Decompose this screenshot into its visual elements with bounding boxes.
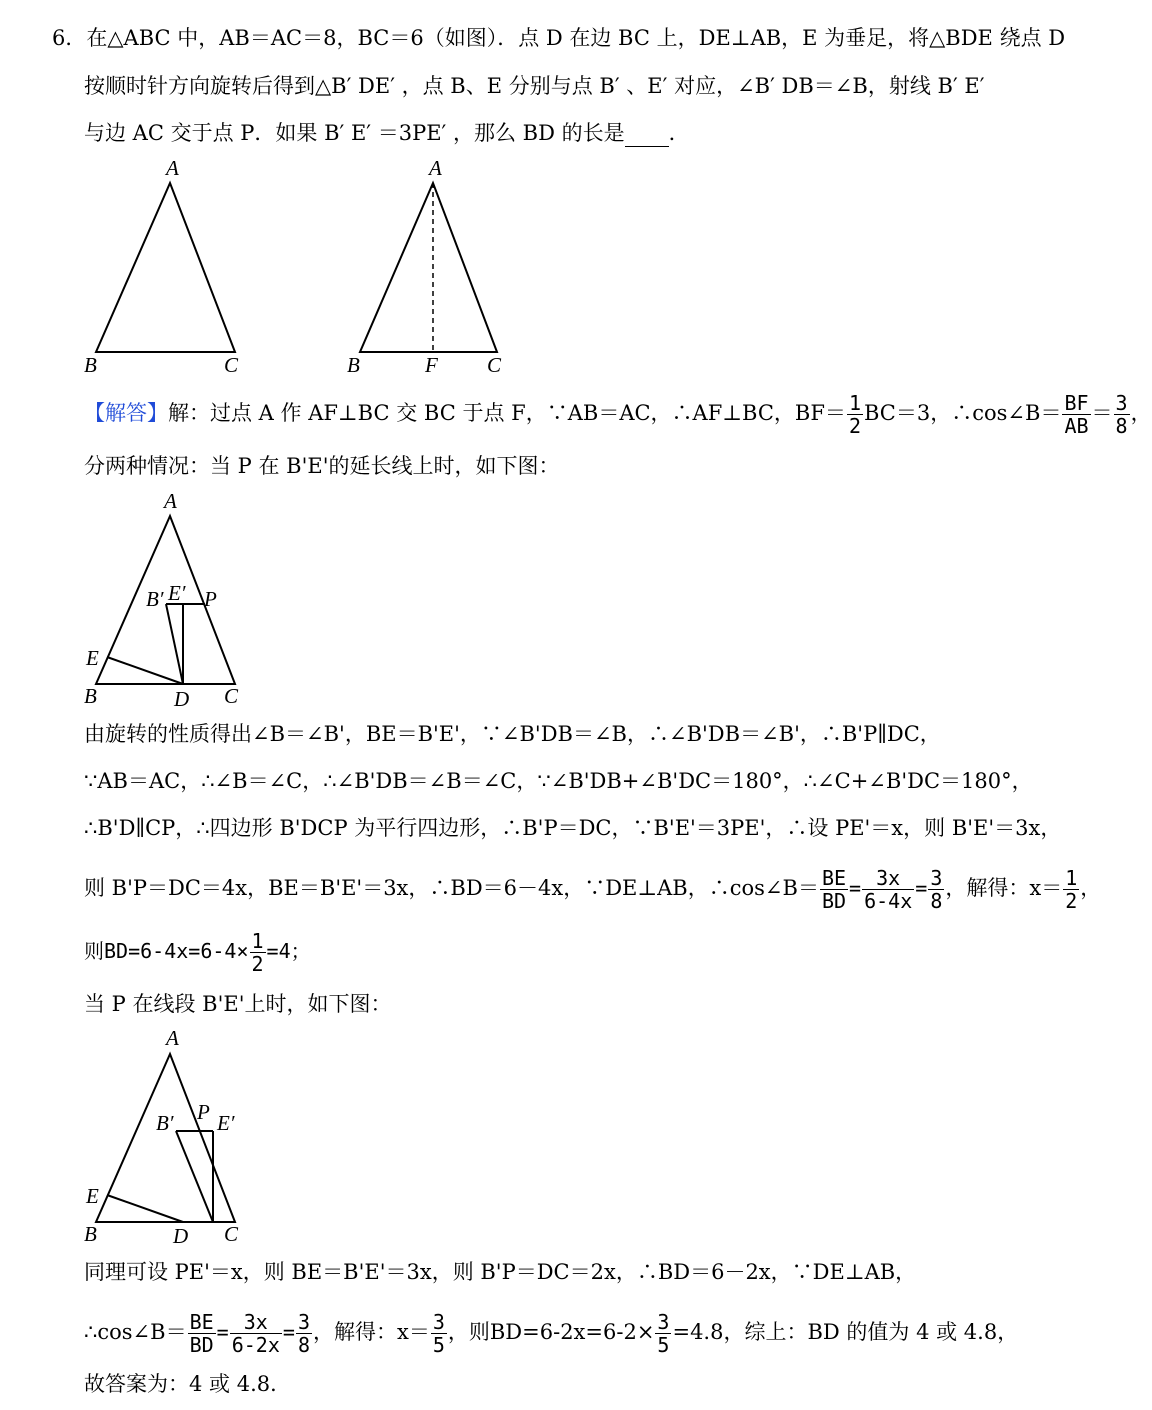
solution-text-10d: =4.8，综上：BD 的值为 4 或 4.8，: [672, 1320, 1019, 1344]
frac-den: 8: [1115, 414, 1128, 438]
label-c-3: C: [224, 684, 239, 708]
solution-line-11: 故答案为：4 或 4.8．: [84, 1372, 292, 1396]
label-a-3: A: [164, 489, 177, 513]
solution-text-1b: BC＝3，∴cos∠B＝: [863, 401, 1062, 425]
frac-num: BE: [821, 866, 847, 890]
frac-den: BD: [821, 889, 847, 913]
frac-num: 1: [251, 929, 264, 953]
label-b-4: B: [84, 1222, 97, 1246]
solution-text-6b: ，解得：x＝: [945, 876, 1063, 900]
frac-num: 3: [1115, 391, 1128, 415]
equals: =: [849, 876, 862, 900]
label-b-prime-2: B′: [156, 1111, 174, 1135]
fraction: [296, 1311, 312, 1356]
solution-text-7b: =4；: [266, 939, 311, 963]
solution-text-10b: ，解得：x＝: [312, 1320, 430, 1344]
problem-number: 6．: [52, 26, 87, 50]
frac-den: 6-2x: [231, 1333, 280, 1357]
solution-line-4: ∵AB＝AC，∴∠B＝∠C，∴∠B'DB＝∠B＝∠C，∵∠B'DB+∠B'DC＝180°，∴∠C+∠B'DC＝180°，: [84, 769, 1033, 793]
frac-den: 5: [432, 1333, 445, 1357]
frac-den: 2: [848, 414, 861, 438]
problem-text-3: 与边 AC 交于点 P．如果 B′ E′ ＝3PE′ ，那么 BD 的长是: [84, 121, 625, 145]
solution-line-10: [84, 1311, 1018, 1356]
label-e-2: E: [86, 1184, 99, 1208]
frac-den: 6-4x: [864, 889, 913, 913]
label-a: A: [166, 156, 179, 180]
equals: =: [915, 876, 928, 900]
frac-num: BF: [1064, 391, 1089, 415]
frac-den: 8: [930, 889, 943, 913]
frac-num: 3: [432, 1310, 445, 1334]
answer-tag: 【解答】: [84, 401, 168, 425]
fraction: [230, 1311, 282, 1356]
frac-num: 3x: [862, 867, 914, 890]
label-b-prime: B′: [146, 587, 164, 611]
solution-text-10c: ，则BD=6-2x=6-2×: [447, 1320, 655, 1344]
segment-b-prime-d-2: [176, 1131, 213, 1222]
label-e-prime: E′: [168, 581, 186, 605]
fraction: [431, 1311, 447, 1356]
solution-text-6a: 则 B'P＝DC＝4x，BE＝B'E'＝3x，∴BD＝6－4x，∵DE⊥AB，∴cos∠B＝: [84, 876, 819, 900]
frac-den: 2: [1065, 889, 1078, 913]
triangle-abc-4: [96, 1054, 235, 1222]
equals: =: [282, 1320, 295, 1344]
solution-line-8: 当 P 在线段 B'E'上时，如下图：: [84, 992, 392, 1016]
frac-num: 3: [297, 1310, 310, 1334]
solution-line-9: 同理可设 PE'＝x，则 BE＝B'E'＝3x，则 B'P＝DC＝2x，∴BD＝6－2x，∵DE⊥AB，: [84, 1260, 917, 1284]
equals: =: [216, 1320, 229, 1344]
frac-den: 5: [657, 1333, 670, 1357]
label-a-2: A: [429, 156, 442, 180]
frac-num: 3: [930, 866, 943, 890]
label-a-4: A: [166, 1026, 179, 1050]
solution-text-1d: ，: [1130, 401, 1152, 425]
solution-text-10a: ∴cos∠B＝: [84, 1320, 187, 1344]
fraction: [1114, 392, 1130, 437]
segment-ed-2: [107, 1195, 183, 1222]
frac-den: BD: [189, 1333, 214, 1357]
problem-text-3-end: ．: [668, 121, 690, 145]
fraction: [655, 1311, 671, 1356]
problem-line-2: 按顺时针方向旋转后得到△B′ DE′ ，点 B、E 分别与点 B′ 、E′ 对应，∠B′ DB＝∠B，射线 B′ E′: [84, 74, 985, 98]
solution-text-7a: 则BD=6-4x=6-4×: [84, 939, 249, 963]
solution-text-1a: 解：过点 A 作 AF⊥BC 交 BC 于点 F，∵AB＝AC，∴AF⊥BC，BF＝: [168, 401, 846, 425]
solution-text-1c: ＝: [1091, 401, 1113, 425]
solution-line-3: 由旋转的性质得出∠B＝∠B'，BE＝B'E'，∵∠B'DB＝∠B，∴∠B'DB＝∠B'，∴B'P∥DC，: [84, 722, 941, 746]
label-b-2: B: [347, 353, 360, 377]
frac-den: 2: [251, 952, 264, 976]
solution-text-6c: ，: [1080, 876, 1102, 900]
problem-text-1: 在△ABC 中，AB＝AC＝8，BC＝6（如图）．点 D 在边 BC 上，DE⊥AB，E 为垂足，将△BDE 绕点 D: [86, 26, 1066, 50]
label-p-2: P: [197, 1100, 210, 1124]
label-p: P: [204, 587, 217, 611]
label-e: E: [86, 646, 99, 670]
label-c-2: C: [487, 353, 502, 377]
label-e-prime-2: E′: [217, 1111, 235, 1135]
frac-num: 3x: [230, 1311, 282, 1334]
frac-num: 3: [657, 1310, 670, 1334]
label-f: F: [425, 353, 438, 377]
frac-num: 1: [1065, 866, 1078, 890]
fraction: [188, 1311, 216, 1356]
label-b: B: [84, 353, 97, 377]
frac-den: 8: [297, 1333, 310, 1357]
frac-num: 1: [848, 391, 861, 415]
label-c: C: [224, 353, 239, 377]
label-b-3: B: [84, 684, 97, 708]
label-c-4: C: [224, 1222, 239, 1246]
solution-line-5: ∴B'D∥CP，∴四边形 B'DCP 为平行四边形，∴B'P＝DC，∵B'E'＝3PE'，∴设 PE'＝x，则 B'E'＝3x，: [84, 816, 1062, 840]
label-d: D: [174, 687, 190, 711]
label-d-2: D: [173, 1224, 189, 1248]
frac-num: BE: [189, 1310, 214, 1334]
solution-line-2: 分两种情况：当 P 在 B'E'的延长线上时，如下图：: [84, 454, 560, 478]
frac-den: AB: [1064, 414, 1089, 438]
